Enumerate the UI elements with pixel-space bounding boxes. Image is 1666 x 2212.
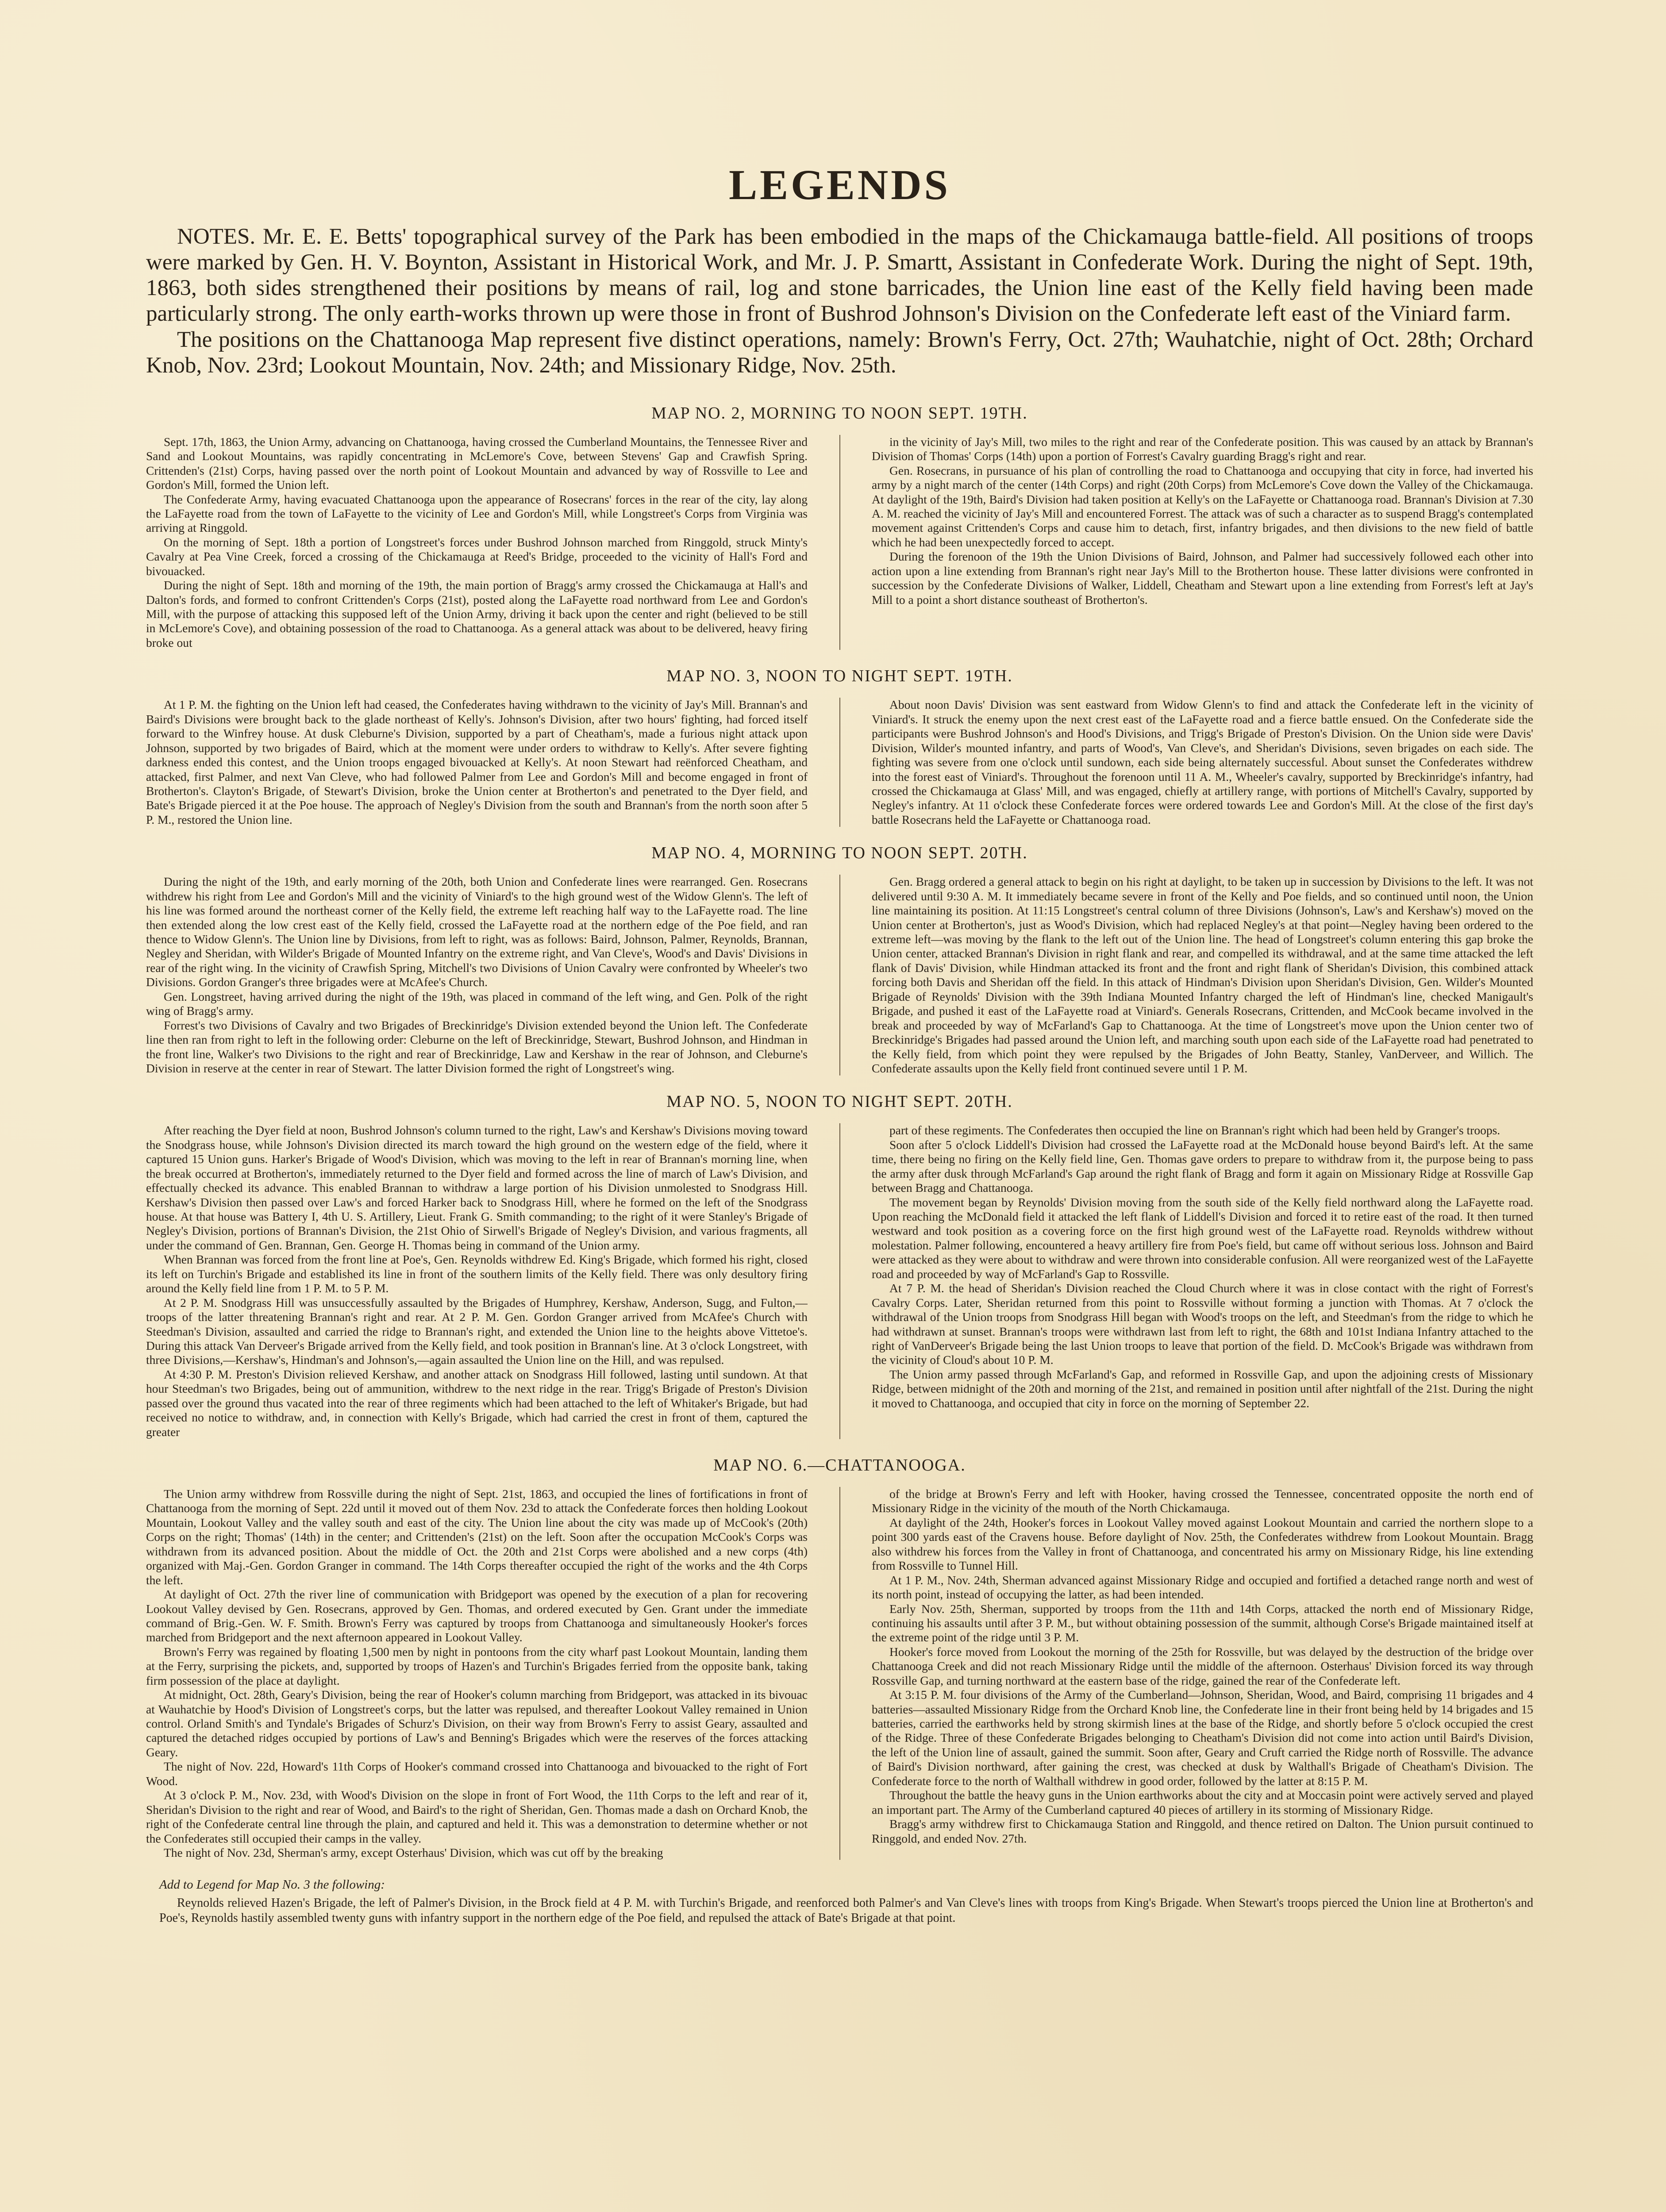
- section-paragraph: When Brannan was forced from the front line at Poe's, Gen. Reynolds withdrew Ed. King's Brigade, which formed his right, closed its left on Turchin's Brigade and established its line in front of the southern limits of the Kelly field. There was only desultory firing around the Kelly field line from 1 P. M. to 5 P. M.: [146, 1252, 808, 1295]
- section-paragraph: Gen. Longstreet, having arrived during the night of the 19th, was placed in command of the left wing, and Gen. Polk of the right wing of Bragg's army.: [146, 989, 808, 1018]
- section-paragraph: During the night of Sept. 18th and morning of the 19th, the main portion of Bragg's army crossed the Chickamauga at Hall's and Dalton's fords, and formed to confront Crittenden's Corps (21st), posted along the LaFayette road northward from Lee and Gordon's Mill, with the purpose of attacking this supposed left of the Union Army, driving it back upon the center and right (believed to be still in McLemore's Cove), and obtaining possession of the road to Chattanooga. As a general attack was about to be delivered, heavy firing broke out: [146, 578, 808, 649]
- section-title: MAP NO. 5, NOON TO NIGHT SEPT. 20TH.: [666, 1092, 1013, 1111]
- section-paragraph: The movement began by Reynolds' Division moving from the south side of the Kelly field northward along the LaFayette road. Upon reaching the McDonald field it attacked the left flank of Liddell's Division and forced it to retire east of the road. It then turned westward and took position as a covering force on the first high ground west of the LaFayette road. Reynolds withdrew without molestation. Palmer following, encountered a heavy artillery fire from Poe's field, but came off without serious loss. Johnson and Baird were attacked as they were about to withdraw and were thrown into considerable confusion. All were reorganized west of the LaFayette road and proceeded by way of McFarland's Gap to Rossville.: [872, 1195, 1533, 1281]
- section-paragraph: Gen. Bragg ordered a general attack to begin on his right at daylight, to be taken up in succession by Divisions to the left. It was not delivered until 9:30 A. M. It immediately became severe in front of the Kelly and Poe fields, and so continued until noon, the Union line maintaining its position. At 11:15 Longstreet's central column of three Divisions (Johnson's, Law's and Kershaw's) moved on the Union center at Brotherton's, just as Wood's Division, which had replaced Negley's at that point—Negley having been ordered to the extreme left—was moving by the flank to the left out of the Union line. The head of Longstreet's column entering this gap broke the Union center, attacked Brannan's Division in right flank and rear, and compelled its withdrawal, and at the same time attacked the left flank of Davis' Division, while Hindman attacked its front and the front and right flank of Sheridan's Division, this combined attack forcing both Davis and Sheridan off the field. In this attack of Hindman's Division upon Sheridan's Division, Gen. Wilder's Mounted Brigade of Reynolds' Division with the 39th Indiana Mounted Infantry charged the left of Hindman's line, checked Manigault's Brigade, and pushed it east of the LaFayette road at Viniard's. Generals Rosecrans, Crittenden, and McCook became involved in the break and proceeded by way of McFarland's Gap to Chattanooga. At the time of Longstreet's move upon the Union center two of Breckinridge's Brigades had passed around the Union left, and marching south upon each side of the LaFayette road had penetrated to the Kelly field, from which point they were repulsed by the Brigades of John Beatty, Stanley, VanDerveer, and Willich. The Confederate assaults upon the Kelly field front continued severe until 1 P. M.: [872, 875, 1533, 1075]
- section-paragraph: The Union army withdrew from Rossville during the night of Sept. 21st, 1863, and occupied the lines of fortifications in front of Chattanooga from the morning of Sept. 22d until it moved out of them Nov. 23d to attack the Confederate forces then holding Lookout Mountain, Lookout Valley and the valley south and east of the city. The Union line about the city was made up of McCook's (20th) Corps on the right; Thomas' (14th) in the center; and Crittenden's (21st) on the left. Soon after the occupation McCook's Corps was withdrawn from its advanced position. About the middle of Oct. the 20th and 21st Corps were abolished and a new corps (4th) organized with Maj.-Gen. Gordon Granger in command. The 14th Corps thereafter occupied the right of the works and the 4th Corps the left.: [146, 1487, 808, 1587]
- section-paragraph: The Confederate Army, having evacuated Chattanooga upon the appearance of Rosecrans' forces in the rear of the city, lay along the LaFayette road from the town of LaFayette to the vicinity of Lee and Gordon's Mill, while Longstreet's Corps from Virginia was arriving at Ringgold.: [146, 492, 808, 535]
- section-paragraph: On the morning of Sept. 18th a portion of Longstreet's forces under Bushrod Johnson marched from Ringgold, struck Minty's Cavalry at Pea Vine Creek, forced a crossing of the Chickamauga at Reed's Bridge, proceeded to the vicinity of Hall's Ford and bivouacked.: [146, 535, 808, 578]
- right-column: [872, 698, 1533, 827]
- left-column: [146, 1487, 808, 1860]
- section-paragraph: During the night of the 19th, and early morning of the 20th, both Union and Confederate lines were rearranged. Gen. Rosecrans withdrew his right from Lee and Gordon's Mill and the vicinity of Viniard's to the high ground west of the Widow Glenn's. The left of his line was formed around the northeast corner of the Kelly field, the extreme left reaching half way to the LaFayette road. The line then extended along the low crest east of the Kelly field, crossed the LaFayette road at the northern edge of the Poe field, and ran thence to Widow Glenn's. The Union line by Divisions, from left to right, was as follows: Baird, Johnson, Palmer, Reynolds, Brannan, Negley and Sheridan, with Wilder's Brigade of Mounted Infantry on the extreme right, and Van Cleve's, Wood's and Davis' Divisions in rear of the right wing. In the vicinity of Crawfish Spring, Mitchell's two Divisions of Union Cavalry were confronted by Wheeler's two Divisions. Gordon Granger's three brigades were at McAfee's Church.: [146, 875, 808, 989]
- section-paragraph: At 3:15 P. M. four divisions of the Army of the Cumberland—Johnson, Sheridan, Wood, and Baird, comprising 11 brigades and 4 batteries—assaulted Missionary Ridge from the Orchard Knob line, the Confederate line in their front being held by 14 brigades and 15 batteries, carried the earthworks held by strong skirmish lines at the base of the Ridge, and shortly before 5 o'clock occupied the crest of the Ridge. Three of these Confederate Brigades belonging to Cheatham's Division did not come into action until Baird's Division, the left of the Union line of assault, gained the summit. Soon after, Geary and Cruft carried the Ridge north of Rossville. The advance of Baird's Division northward, after gaining the crest, was checked at dusk by Walthall's Brigade of Cheatham's Division. The Confederate force to the north of Walthall withdrew in good order, followed by the latter at 8:15 P. M.: [872, 1688, 1533, 1788]
- section-paragraph: part of these regiments. The Confederates then occupied the line on Brannan's right which had been held by Granger's troops.: [889, 1123, 1501, 1137]
- section-columns: [146, 1487, 1533, 1860]
- map-section: [146, 405, 1533, 650]
- section-title: MAP NO. 4, MORNING TO NOON SEPT. 20TH.: [651, 844, 1028, 863]
- column-divider: [839, 1487, 840, 1860]
- section-paragraph: of the bridge at Brown's Ferry and left with Hooker, having crossed the Tennessee, concentrated opposite the north end of Missionary Ridge in the vicinity of the mouth of the North Chickamauga.: [872, 1487, 1533, 1515]
- section-paragraph: About noon Davis' Division was sent eastward from Widow Glenn's to find and attack the Confederate left in the vicinity of Viniard's. It struck the enemy upon the next crest east of the LaFayette road and a fierce battle ensued. On the Confederate side the participants were Bushrod Johnson's and Hood's Divisions, and Trigg's Brigade of Preston's Division. On the Union side were Davis' Division, Wilder's mounted infantry, and parts of Wood's, Van Cleve's, and Sheridan's Divisions, seven brigades on each side. The fighting was severe from one o'clock until sundown, each side being alternately successful. About sunset the Confederates withdrew into the forest east of Viniard's. Throughout the forenoon until 11 A. M., Wheeler's cavalry, supported by Breckinridge's infantry, had crossed the Chickamauga at Glass' Mill, and was engaged, chiefly at artillery range, with portions of Mitchell's Cavalry, supported by Negley's infantry. At 11 o'clock these Confederate forces were ordered towards Lee and Gordon's Mill. At the close of the first day's battle Rosecrans held the LaFayette or Chattanooga road.: [872, 698, 1533, 826]
- column-divider: [839, 698, 840, 827]
- section-paragraph: The night of Nov. 23d, Sherman's army, except Osterhaus' Division, which was cut off by the breaking: [164, 1845, 663, 1859]
- section-paragraph: Hooker's force moved from Lookout the morning of the 25th for Rossville, but was delayed by the destruction of the bridge over Chattanooga Creek and did not reach Missionary Ridge until the middle of the afternoon. Osterhaus' Division forced its way through Rossville Gap, and turning northward at the eastern base of the ridge, gained the rear of the Confederate left.: [872, 1644, 1533, 1687]
- section-paragraph: During the forenoon of the 19th the Union Divisions of Baird, Johnson, and Palmer had successively followed each other into action upon a line extending from Brannan's right near Jay's Mill to the Brotherton house. These latter divisions were confronted in succession by the Confederate Divisions of Walker, Liddell, Cheatham and Stewart upon a line extending from Forrest's left at Jay's Mill to a point a short distance southeast of Brotherton's.: [872, 549, 1533, 607]
- left-column: [146, 1123, 808, 1439]
- section-paragraph: At 2 P. M. Snodgrass Hill was unsuccessfully assaulted by the Brigades of Humphrey, Kershaw, Anderson, Sugg, and Fulton,—troops of the latter threatening Brannan's right and rear. At 2 P. M. Gen. Gordon Granger arrived from McAfee's Church with Steedman's Division, assaulted and carried the ridge to Brannan's right, and extended the Union line to the heights above Vittetoe's. During this attack Van Derveer's Brigade arrived from the Kelly field, and took position in Brannan's line. At 3 o'clock Longstreet, with three Divisions,—Kershaw's, Hindman's and Johnson's,—again assaulted the Union line on the Hill, and was repulsed.: [146, 1295, 808, 1367]
- addendum-text: Reynolds relieved Hazen's Brigade, the left of Palmer's Division, in the Brock field at 4 P. M. with Turchin's Brigade, and reenforced both Palmer's and Van Cleve's lines with troops from King's Brigade. When Stewart's troops pierced the Union line at Brotherton's and Poe's, Reynolds hastily assembled twenty guns with infantry support in the northern edge of the Poe field, and repulsed the attack of Bate's Brigade at that point.: [159, 1896, 1533, 1925]
- section-paragraph: Bragg's army withdrew first to Chickamauga Station and Ringgold, and thence retired on Dalton. The Union pursuit continued to Ringgold, and ended Nov. 27th.: [872, 1817, 1533, 1845]
- section-columns: [146, 435, 1533, 650]
- map-section: [146, 668, 1533, 827]
- section-paragraph: At daylight of the 24th, Hooker's forces in Lookout Valley moved against Lookout Mountain and carried the northern slope to a point 300 yards east of the Cravens house. Before daylight of Nov. 25th, the Confederates withdrew from Lookout Mountain. Bragg also withdrew his forces from the Valley in front of Chattanooga, and concentrated his army on Missionary Ridge, his line extending from Rossville to Tunnel Hill.: [872, 1515, 1533, 1573]
- section-columns: [146, 1123, 1533, 1439]
- page-title: LEGENDS: [729, 161, 950, 208]
- map-section: [146, 1457, 1533, 1860]
- section-paragraph: At 3 o'clock P. M., Nov. 23d, with Wood's Division on the slope in front of Fort Wood, the 11th Corps to the left and rear of it, Sheridan's Division to the right and rear of Wood, and Baird's to the right of Sheridan, Gen. Thomas made a dash on Orchard Knob, the right of the Confederate central line through the plain, and captured and held it. This was a demonstration to determine whether or not the Confederates still occupied their camps in the valley.: [146, 1788, 808, 1845]
- section-paragraph: At 1 P. M. the fighting on the Union left had ceased, the Confederates having withdrawn to the vicinity of Jay's Mill. Brannan's and Baird's Divisions were brought back to the glade northeast of Kelly's. Johnson's Division, after two hours' fighting, had forced itself forward to the Winfrey house. At dusk Cleburne's Division, supported by a part of Cheatham's, made a furious night attack upon Johnson, supported by two brigades of Baird, which at the moment were under orders to withdraw to Kelly's. After severe fighting darkness ended this contest, and the Union troops engaged bivouacked at Kelly's. At noon Stewart had reënforced Cheatham, and attacked, first Palmer, and next Van Cleve, who had followed Palmer from Lee and Gordon's Mill and become engaged in front of Brotherton's. Clayton's Brigade, of Stewart's Division, broke the Union center at Brotherton's and penetrated to the Dyer field, and Bate's Brigade pierced it at the Poe house. The approach of Negley's Division from the south and Brannan's from the north soon after 5 P. M., restored the Union line.: [146, 698, 808, 826]
- map-section: [146, 1093, 1533, 1439]
- column-divider: [839, 875, 840, 1075]
- map-section: [146, 845, 1533, 1075]
- section-paragraph: in the vicinity of Jay's Mill, two miles to the right and rear of the Confederate position. This was caused by an attack by Brannan's Division of Thomas' Corps (14th) upon a portion of Forrest's Cavalry guarding Bragg's right and rear.: [872, 434, 1533, 463]
- left-column: [146, 435, 808, 650]
- section-title: MAP NO. 2, MORNING TO NOON SEPT. 19TH.: [651, 403, 1028, 422]
- section-title: MAP NO. 6.—CHATTANOOGA.: [713, 1456, 966, 1475]
- section-paragraph: At midnight, Oct. 28th, Geary's Division, being the rear of Hooker's column marching from Bridgeport, was attacked in its bivouac at Wauhatchie by Hood's Division of Longstreet's corps, but the latter was repulsed, and thereafter Lookout Valley remained in Union control. Orland Smith's and Tyndale's Brigades of Schurz's Division, on their way from Brown's Ferry to assist Geary, assaulted and captured the detached ridges occupied by portions of Law's and Benning's Brigades which were the reserves of the forces attacking Geary.: [146, 1688, 808, 1759]
- section-paragraph: Brown's Ferry was regained by floating 1,500 men by night in pontoons from the city wharf past Lookout Mountain, landing them at the Ferry, surprising the pickets, and, supported by troops of Hazen's and Turchin's Brigades ferried from the opposite bank, taking firm possession of the place at daylight.: [146, 1644, 808, 1687]
- section-paragraph: Soon after 5 o'clock Liddell's Division had crossed the LaFayette road at the McDonald house beyond Baird's left. At the same time, there being no firing on the Kelly field line, Gen. Thomas gave orders to prepare to withdraw from it, the purpose being to pass the army after dusk through McFarland's Gap around the right flank of Bragg and form it again on Missionary Ridge at Rossville Gap between Bragg and Chattanooga.: [872, 1137, 1533, 1195]
- right-column: [872, 1123, 1533, 1439]
- section-paragraph: Early Nov. 25th, Sherman, supported by troops from the 11th and 14th Corps, attacked the north end of Missionary Ridge, continuing his assaults until after 3 P. M., but without obtaining possession of the summit, although Corse's Brigade maintained itself at the extreme point of the ridge until 3 P. M.: [872, 1601, 1533, 1644]
- left-column: [146, 875, 808, 1075]
- section-paragraph: At 4:30 P. M. Preston's Division relieved Kershaw, and another attack on Snodgrass Hill followed, lasting until sundown. At that hour Steedman's two Brigades, being out of ammunition, withdrew to the next ridge in the rear. Trigg's Brigade of Preston's Division passed over the ground thus vacated into the rear of three regiments which had been attached to the left of Whitaker's Brigade, but had received no notice to withdraw, and, in connection with Kelly's Brigade, which had carried the crest in front of them, captured the greater: [146, 1367, 808, 1439]
- section-paragraph: Sept. 17th, 1863, the Union Army, advancing on Chattanooga, having crossed the Cumberland Mountains, the Tennessee River and Sand and Lookout Mountains, was rapidly concentrating in McLemore's Cove, between Stevens' Gap and Crawfish Spring. Crittenden's (21st) Corps, having passed over the north point of Lookout Mountain and advanced by way of Rossville to Lee and Gordon's Mill, formed the Union left.: [146, 434, 808, 492]
- right-column: [872, 875, 1533, 1075]
- right-column: [872, 1487, 1533, 1860]
- section-paragraph: The night of Nov. 22d, Howard's 11th Corps of Hooker's command crossed into Chattanooga and bivouacked to the right of Fort Wood.: [146, 1759, 808, 1788]
- right-column: [872, 435, 1533, 650]
- left-column: [146, 698, 808, 827]
- section-paragraph: At 7 P. M. the head of Sheridan's Division reached the Cloud Church where it was in close contact with the right of Forrest's Cavalry Corps. Later, Sheridan returned from this point to Rossville without forming a junction with Thomas. At 7 o'clock the withdrawal of the Union troops from Snodgrass Hill began with Wood's troops on the left, and Steedman's from the ridge to which he had withdrawn at sunset. Brannan's troops were withdrawn last from left to right, the 68th and 101st Indiana Infantry attached to the right of VanDerveer's Brigade being the last Union troops to leave that portion of the field. D. McCook's Brigade was withdrawn from the vicinity of Cloud's about 10 P. M.: [872, 1281, 1533, 1367]
- notes-block: [146, 224, 1533, 378]
- column-divider: [839, 1123, 840, 1439]
- section-columns: [146, 875, 1533, 1075]
- notes-paragraph: NOTES. Mr. E. E. Betts' topographical survey of the Park has been embodied in the maps of the Chickamauga battle-field. All positions of troops were marked by Gen. H. V. Boynton, Assistant in Historical Work, and Mr. J. P. Smartt, Assistant in Confederate Work. During the night of Sept. 19th, 1863, both sides strengthened their positions by means of rail, log and stone barricades, the Union line east of the Kelly field having been made particularly strong. The only earth-works thrown up were those in front of Bushrod Johnson's Division on the Confederate left east of the Viniard farm.: [146, 224, 1533, 326]
- section-title: MAP NO. 3, NOON TO NIGHT SEPT. 19TH.: [666, 667, 1013, 686]
- column-divider: [839, 435, 840, 650]
- section-paragraph: At 1 P. M., Nov. 24th, Sherman advanced against Missionary Ridge and occupied and fortified a detached range north and west of its north point, instead of occupying the latter, as had been intended.: [872, 1573, 1533, 1601]
- map-sections: [146, 405, 1533, 1860]
- section-paragraph: The Union army passed through McFarland's Gap, and reformed in Rossville Gap, and upon the adjoining crests of Missionary Ridge, between midnight of the 20th and morning of the 21st, and remained in position until after nightfall of the 21st. During the night it moved to Chattanooga, and occupied that city in force on the morning of September 22.: [872, 1367, 1533, 1410]
- section-paragraph: Throughout the battle the heavy guns in the Union earthworks about the city and at Moccasin point were actively served and played an important part. The Army of the Cumberland captured 40 pieces of artillery in its storming of Missionary Ridge.: [872, 1788, 1533, 1816]
- section-paragraph: At daylight of Oct. 27th the river line of communication with Bridgeport was opened by the execution of a plan for recovering Lookout Valley devised by Gen. Rosecrans, approved by Gen. Thomas, and ordered executed by Gen. Grant under the immediate command of Brig.-Gen. W. F. Smith. Brown's Ferry was captured by troops from Chattanooga and simultaneously Hooker's forces marched from Bridgeport and the next afternoon appeared in Lookout Valley.: [146, 1587, 808, 1644]
- section-paragraph: Forrest's two Divisions of Cavalry and two Brigades of Breckinridge's Division extended beyond the Union left. The Confederate line then ran from right to left in the following order: Cleburne on the left of Breckinridge, Stewart, Bushrod Johnson, and Hindman in the front line, Walker's two Divisions to the right and rear of Breckinridge, Law and Kershaw in the rear of Johnson, and Cleburne's Division in reserve at the center in rear of Stewart. The latter Division formed the right of Longstreet's wing.: [146, 1018, 808, 1075]
- section-paragraph: After reaching the Dyer field at noon, Bushrod Johnson's column turned to the right, Law's and Kershaw's Divisions moving toward the Snodgrass house, while Johnson's Division directed its march toward the high ground on the western edge of the field, where it captured 15 Union guns. Harker's Brigade of Wood's Division, which was moving to the left in rear of Brannan's morning line, when the break occurred at Brotherton's, immediately returned to the Dyer field and formed across the line of march of Law's Division, and effectually checked its advance. This enabled Brannan to withdraw a large portion of his Division unmolested to Snodgrass Hill. Kershaw's Division then passed over Law's and forced Harker back to Snodgrass Hill, where he formed on the left of the Snodgrass house. At that house was Battery I, 4th U. S. Artillery, Lieut. Frank G. Smith commanding; to the right of it were Stanley's Brigade of Negley's Division, portions of Brannan's Division, the 21st Ohio of Sirwell's Brigade of Negley's Division, and various fragments, all under the command of Gen. Brannan, Gen. George H. Thomas being in command of the Union army.: [146, 1123, 808, 1252]
- section-columns: [146, 698, 1533, 827]
- notes-paragraph: The positions on the Chattanooga Map represent five distinct operations, namely: Brown's Ferry, Oct. 27th; Wauhatchie, night of Oct. 28th; Orchard Knob, Nov. 23rd; Lookout Mountain, Nov. 24th; and Missionary Ridge, Nov. 25th.: [146, 327, 1533, 378]
- addendum-label: Add to Legend for Map No. 3 the following:: [159, 1878, 385, 1892]
- section-paragraph: Gen. Rosecrans, in pursuance of his plan of controlling the road to Chattanooga and occupying that city in force, had inverted his army by a night march of the center (14th Corps) and right (20th Corps) from McLemore's Cove down the Valley of the Chickamauga. At daylight of the 19th, Baird's Division had taken position at Kelly's on the LaFayette or Chattanooga road. Brannan's Division at 7.30 A. M. reached the vicinity of Jay's Mill and encountered Forrest. The attack was of such a character as to suspend Bragg's contemplated movement against Crittenden's Corps and cause him to detach, first, infantry brigades, and then divisions to the new field of battle which he had been unexpectedly forced to accept.: [872, 463, 1533, 549]
